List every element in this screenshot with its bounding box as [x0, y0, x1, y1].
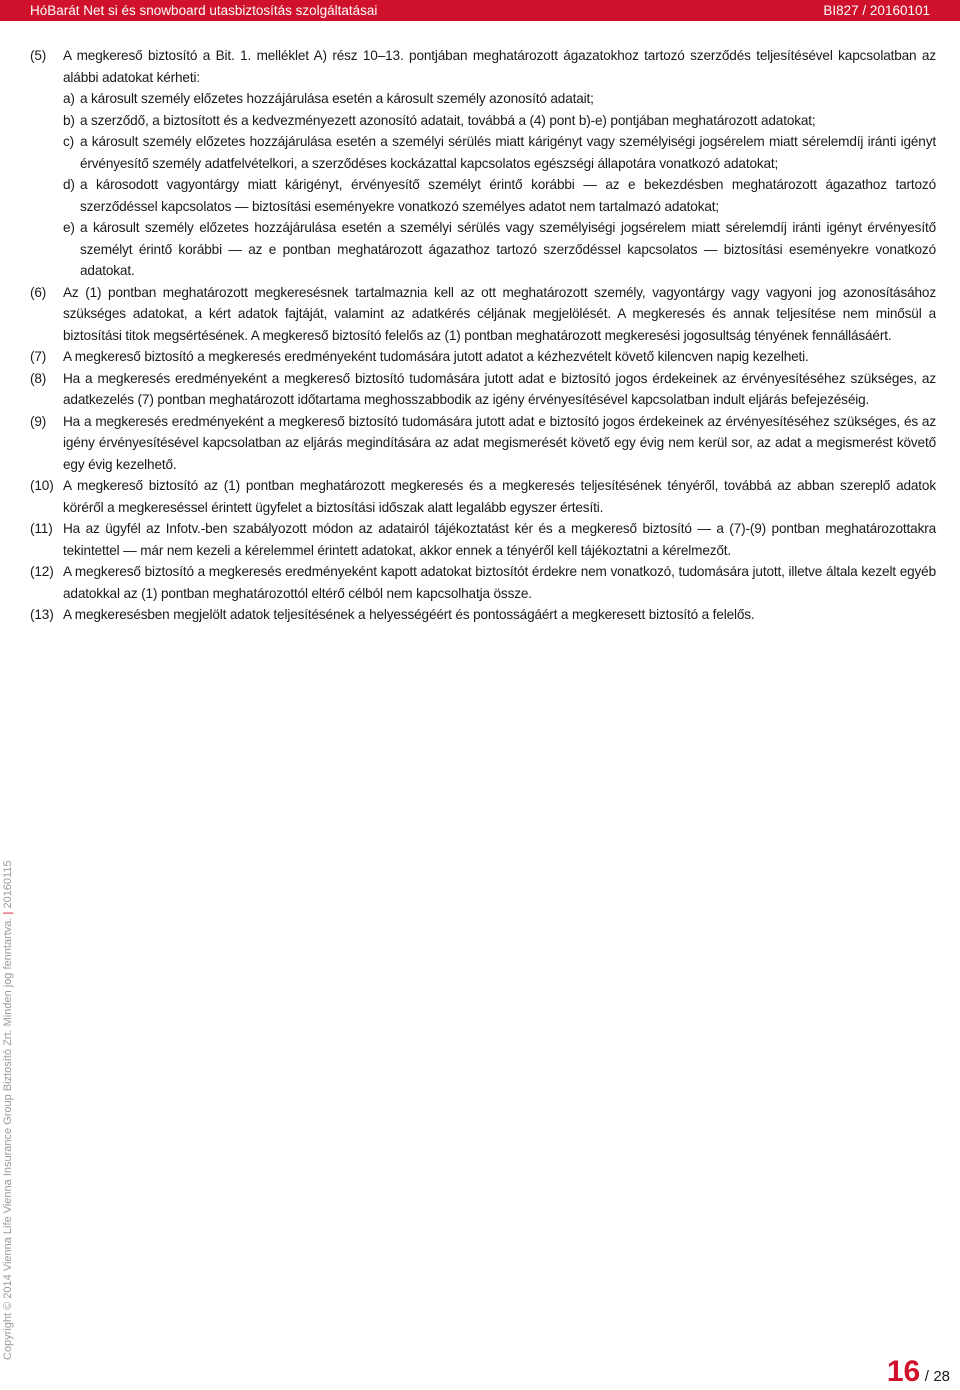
list-item-text: a károsodott vagyontárgy miatt kárigényt, érvényesítő személyt érintő korábbi — az e bekezdésben meghatározott ágazathoz tartozó szerződéssel kapcsolatos — biztosítási eseményekre vonatkozó személyes adatot nem tartalmazó adatokat; — [80, 177, 936, 214]
page-number — [887, 1355, 950, 1389]
paragraph-7 — [30, 346, 936, 368]
paragraph-text: A megkereső biztosító az (1) pontban meghatározott megkeresés és a megkeresés teljesítésének tényéről, továbbá az abban szereplő adatok köréről a megkereséssel érintett ügyfelet a biztosítási időszak alatt legalább egyszer értesíti. — [63, 478, 936, 515]
list-item-label: a) — [63, 91, 75, 106]
list-item-label: d) — [63, 177, 75, 192]
list-item-d — [63, 174, 936, 217]
paragraph-10 — [30, 475, 936, 518]
list-item-text: a károsult személy előzetes hozzájárulása esetén a személyi sérülés miatt kárigényt vagy személyiségi jogsérelem miatt sérelemdíj iránti igényt érvényesítő személy adatfelvételkori, a szerződéses kockázattal kapcsolatos egészségi állapotára vonatkozó adatokat; — [80, 134, 936, 171]
paragraph-number: (6) — [30, 284, 47, 300]
page-total: 28 — [933, 1368, 950, 1385]
paragraph-text: Ha a megkeresés eredményeként a megkereső biztosító tudomására jutott adat e biztosító jogos érdekeinek az érvényesítéséhez szükséges, az adatkezelés (7) pontban meghatározott időtartama meghosszabbodik az igény érvényesítésével kapcsolatban indult eljárás befejezéséig. — [63, 370, 936, 407]
copyright-text: Copyright © 2014 Vienna Life Vienna Insurance Group Biztosító Zrt. Minden jog fenntartva. — [2, 917, 14, 1360]
list-item-label: b) — [63, 112, 75, 128]
paragraph-8 — [30, 368, 936, 411]
paragraph-number: (5) — [30, 48, 47, 63]
document-header-bar — [0, 0, 960, 21]
paragraph-9 — [30, 411, 936, 476]
list-item-e — [63, 217, 936, 282]
copyright-separator: | — [2, 911, 14, 915]
list-item-label: e) — [63, 220, 75, 235]
paragraph-text: Ha az ügyfél az Infotv.-ben szabályozott módon az adatairól tájékoztatást kér és a megkereső biztosító — a (7)-(9) pontban meghatározottakra tekintettel — már nem kezeli a kérelemmel érintett adatokat, akkor ennek a tényéről kell tájékoztatni a kérelmezőt. — [63, 521, 936, 558]
paragraph-text: A megkereső biztosító a megkeresés eredményeként kapott adatokat biztosítót érdekre nem vonatkozó, tudomására jutott, illetve általa kezelt egyéb adatokkal az (1) pontban meghatározottól eltérő célból nem kapcsolhatja össze. — [63, 564, 936, 601]
paragraph-13 — [30, 604, 936, 626]
paragraph-text: A megkereső biztosító a Bit. 1. melléklet A) rész 10–13. pontjában meghatározott ágazatokhoz tartozó szerződés teljesítésével kapcsolatban az alábbi adatokat kérheti: — [63, 48, 936, 85]
paragraph-number: (8) — [30, 370, 47, 386]
page-separator: / — [924, 1368, 929, 1385]
paragraph-12 — [30, 561, 936, 604]
list-item-b — [63, 110, 936, 132]
paragraph-number: (7) — [30, 349, 47, 364]
list-item-c — [63, 131, 936, 174]
paragraph-text: A megkeresésben megjelölt adatok teljesítésének a helyességéért és pontosságáért a megkeresett biztosító a felelős. — [63, 607, 755, 622]
document-body — [30, 45, 936, 626]
document-code: BI827 / 20160101 — [823, 3, 930, 18]
paragraph-6 — [30, 282, 936, 347]
paragraph-number: (12) — [30, 564, 54, 579]
list-item-label: c) — [63, 134, 75, 149]
copyright-notice — [2, 860, 14, 1360]
copyright-date: 20160115 — [2, 860, 14, 909]
list-item-text: a szerződő, a biztosított és a kedvezményezett azonosító adatait, továbbá a (4) pont b)-e) pontjában meghatározott adatokat; — [80, 112, 816, 128]
list-item-text: a károsult személy előzetes hozzájárulása esetén a károsult személy azonosító adatait; — [80, 91, 594, 106]
paragraph-number: (13) — [30, 607, 54, 622]
list-item-text: a károsult személy előzetes hozzájárulása esetén a személyi sérülés vagy személyiségi jogsérelem miatt sérelemdíj iránti igényt érvényesítő személyt érintő korábbi — az e pontban meghatározott ágazathoz tartozó szerződéssel kapcsolatos — biztosítási eseményekre vonatkozó adatokat. — [80, 220, 936, 278]
paragraph-5 — [30, 45, 936, 282]
page-current: 16 — [886, 1355, 921, 1388]
paragraph-number: (10) — [30, 478, 54, 493]
list-item-a — [63, 88, 936, 110]
paragraph-text: A megkereső biztosító a megkeresés eredményeként tudomására jutott adatot a kézhezvételt követő kilencven napig kezelheti. — [63, 349, 809, 364]
document-title: HóBarát Net si és snowboard utasbiztosítás szolgáltatásai — [30, 3, 378, 18]
paragraph-text: Ha a megkeresés eredményeként a megkereső biztosító tudomására jutott adat e biztosító jogos érdekeinek az érvényesítéséhez szükséges, és az igény érvényesítésével kapcsolatban az eljárás megindítására az adat megismerését követő egy évig nem kerül sor, az adat a megismerést követő egy évig kezelhető. — [63, 413, 936, 472]
paragraph-text: Az (1) pontban meghatározott megkeresésnek tartalmaznia kell az ott meghatározott személy, vagyontárgy vagy vagyoni jog azonosításához szükséges adatokat, a kért adatok fajtáját, valamint az adatkérés céljának megjelölését. A megkeresés és annak teljesítése nem minősül a biztosítási titok megsértésének. A megkereső biztosító felelős az (1) pontban meghatározott megkeresési jogosultság tényének fennállásáért. — [63, 284, 936, 343]
paragraph-number: (9) — [30, 413, 47, 429]
paragraph-number: (11) — [30, 521, 53, 536]
paragraph-11 — [30, 518, 936, 561]
